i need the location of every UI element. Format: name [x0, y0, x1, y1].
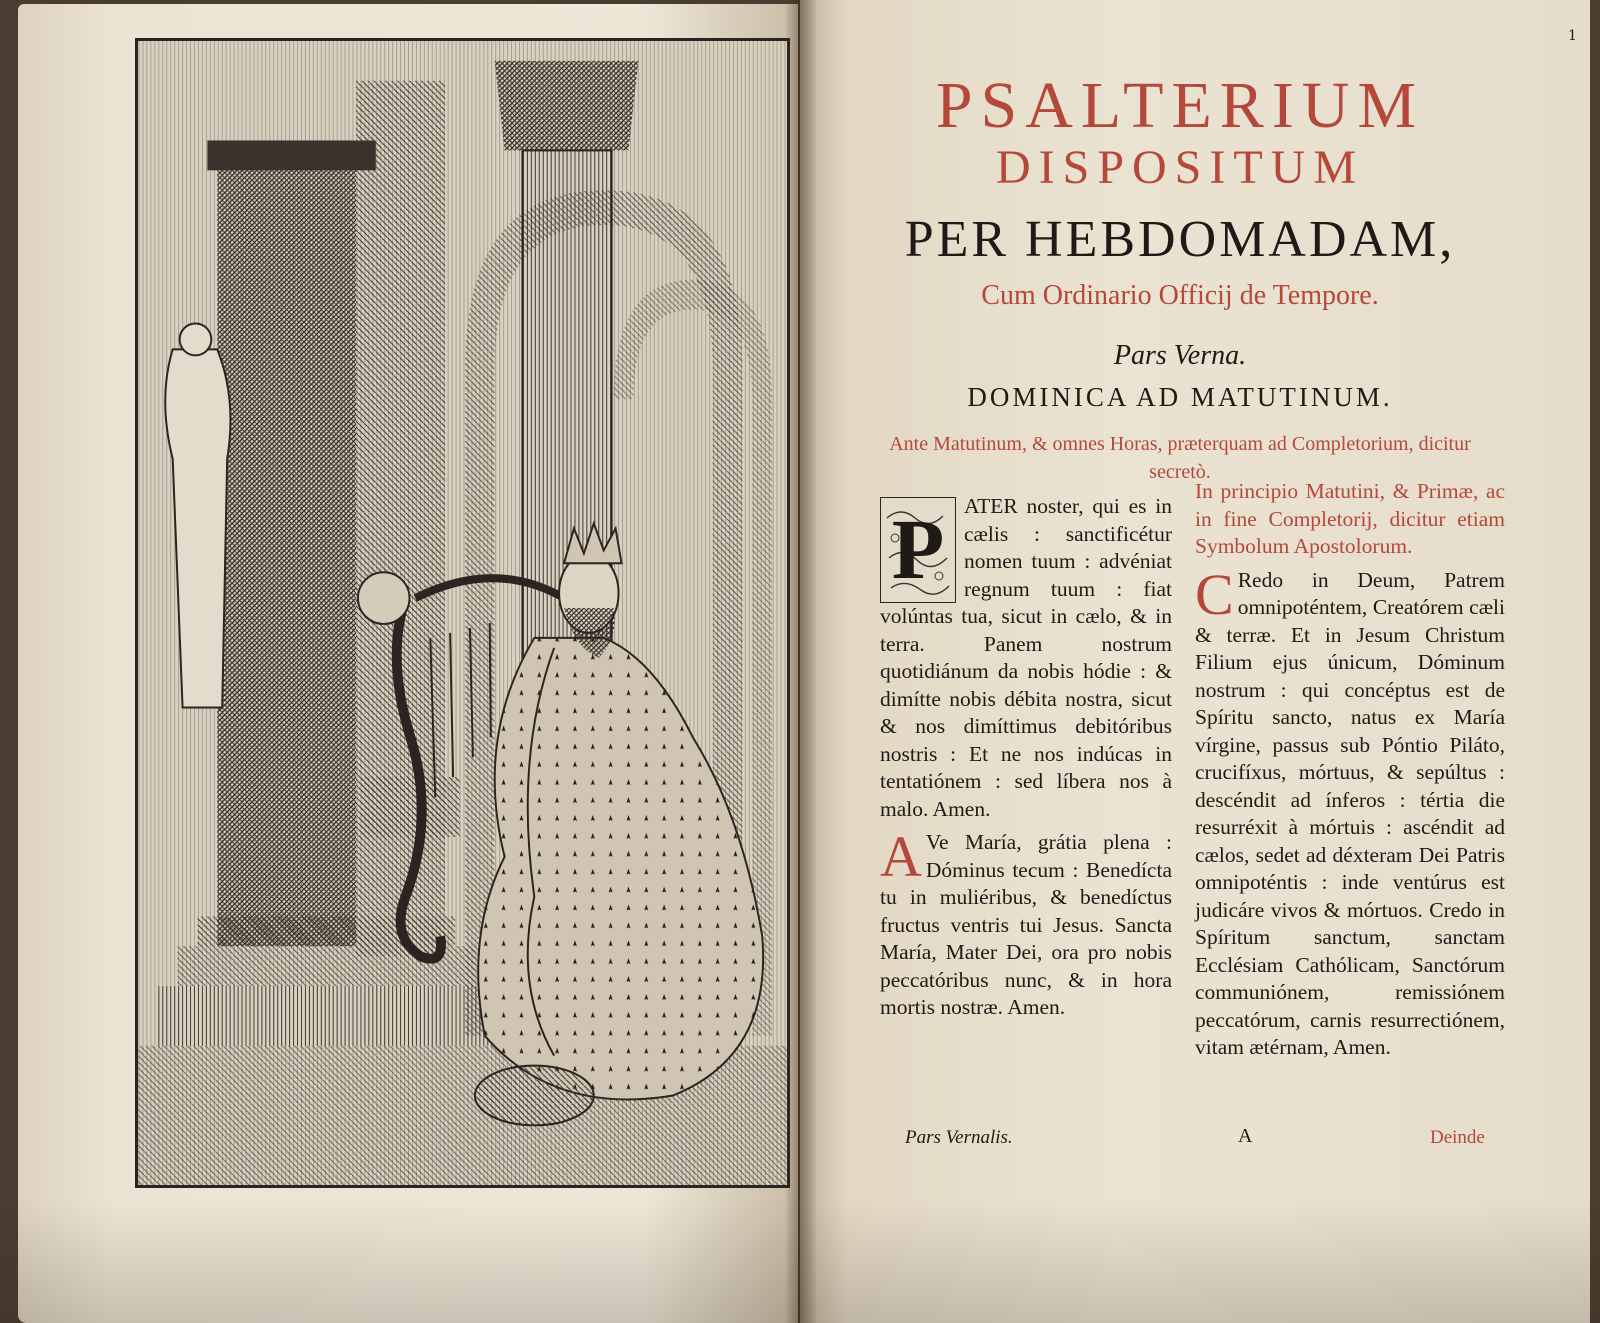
engraving-illustration: [138, 41, 787, 1185]
dominica-heading: DOMINICA AD MATUTINUM.: [967, 382, 1393, 412]
engraving-king-david-harp: [135, 38, 790, 1188]
pater-noster-paragraph: [880, 493, 1172, 823]
ave-maria-text: Ve María, grátia plena : Dóminus tecum : Benedícta tu in muliéribus, & benedíctus fructus ventris tui Jesus. Sancta María, Mater Dei, ora pro nobis peccatóribus nunc, & in hora mortis nostræ. Amen.: [880, 830, 1172, 1019]
catchword: Deinde: [1430, 1127, 1485, 1148]
pars-verna-heading: Pars Verna.: [1113, 340, 1247, 371]
text-column-right: [1195, 478, 1505, 1068]
title-per-hebdomadam: PER HEBDOMADAM,: [904, 211, 1456, 268]
credo-paragraph: [1195, 561, 1505, 1062]
footer-catchline: Pars Vernalis.: [905, 1127, 1013, 1148]
ave-maria-paragraph: [880, 824, 1172, 1022]
dropcap-letter-p: P: [891, 501, 945, 597]
bottom-shadow: [0, 1200, 1600, 1323]
text-column-left: [880, 493, 1172, 1028]
rubric-in-principio: In principio Matutini, & Primæ, ac in fine Completorij, dicitur etiam Symbolum Apostolorum.: [1195, 479, 1505, 558]
page-number: 1: [1568, 28, 1577, 44]
credo-text: Redo in Deum, Patrem omnipoténtem, Creatórem cæli & terræ. Et in Jesum Christum Filium ejus únicum, Dóminum nostrum : qui concéptus est de Spíritu sancto, natus ex María vírgine, passus sub Póntio Piláto, crucifíxus, mórtuus, & sepúltus : descéndit ad ínferos : tértia die resurréxit à mórtuis : ascéndit ad cælos, sedet ad déxteram Dei Patris omnipoténtis : inde ventúrus est judicáre vivos & mórtuos. Credo in Spíritum sanctum, sanctam Ecclésiam Cathólicam, Sanctórum communiónem, remissiónem peccatórum, carnis resurrectiónem, vitam ætérnam, Amen.: [1195, 567, 1505, 1059]
title-cum-ordinario: Cum Ordinario Officij de Tempore.: [981, 280, 1379, 311]
initial-c: C: [1195, 561, 1234, 627]
title-dispositum: DISPOSITUM: [995, 141, 1365, 194]
ornamental-initial: [880, 497, 956, 603]
rubric-ante-matutinum: Ante Matutinum, & omnes Horas, præterquam ad Completorium, dicitur secretò.: [889, 433, 1471, 483]
pater-noster-text: ATER noster, qui es in cælis : sanctificétur nomen tuum : advéniat regnum tuum : fiat volúntas tua, sicut in cælo, & in terra. Panem nostrum quotidiánum da nobis hódie : & dimítte nobis débita nostra, sicut & nos dimíttimus debitóribus nostris : Et ne nos indúcas in tentatiónem : sed líbera nos à malo. Amen.: [880, 494, 1172, 821]
signature-mark: A: [1238, 1125, 1253, 1147]
title-psalterium: PSALTERIUM: [935, 69, 1425, 142]
initial-a: A: [880, 824, 922, 889]
book-gutter: [786, 0, 816, 1323]
